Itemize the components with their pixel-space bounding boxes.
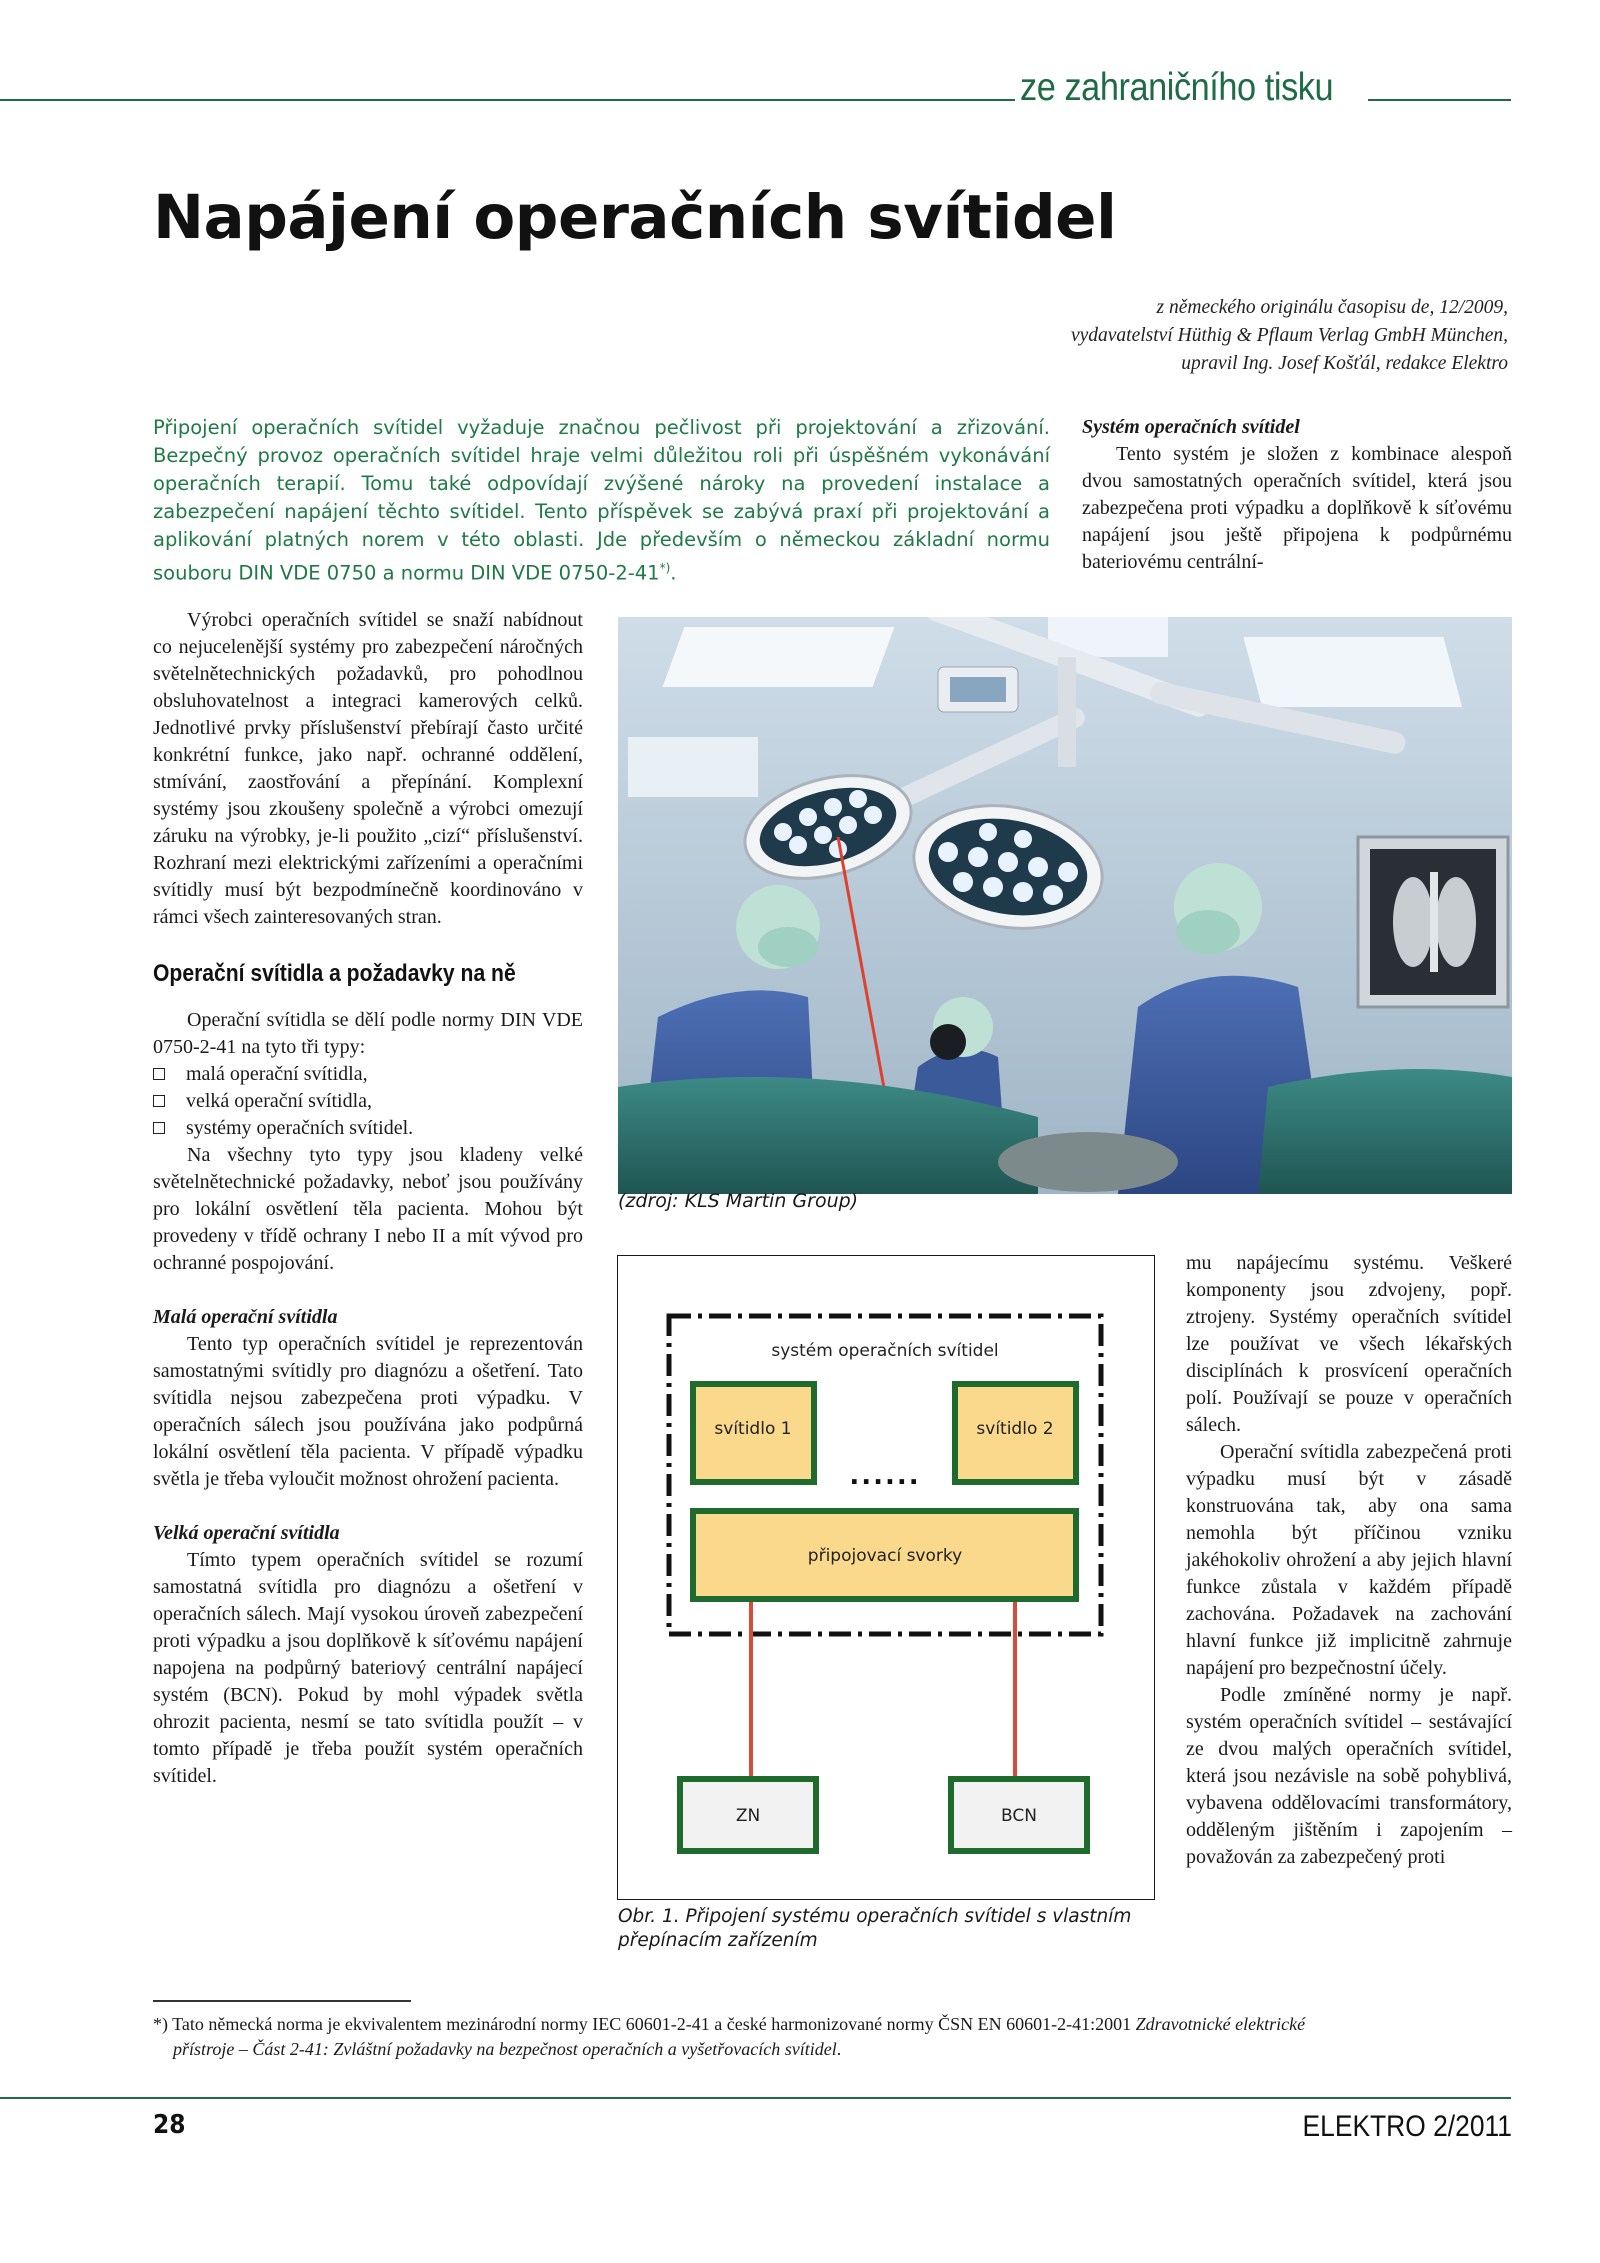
lead-text: Připojení operačních svítidel vyžaduje značnou pečlivost při projektování a zřizování. Bezpečný provoz operačních svítidel hraje velmi důležitou roli při úspěšném vykonávání operačních terapií. Tomu také odpovídají zvýšené nároky na provedení instalace a zabezpečení napájení těchto svítidel. Tento příspěvek se zabývá praxí při projektování a aplikování platných norem v této oblasti. Jde především o německou základní normu souboru DIN VDE 0750 a normu DIN VDE 0750-2-41 xyxy=(153,416,1050,585)
paragraph-small: Tento typ operačních svítidel je reprezentován samostatnými svítidly pro diagnózu a ošetření. Tato svítidla nejsou zabezpečena proti výpadku. V operačních sálech jsou používána jako podpůrná lokální osvětlení těla pacienta. V případě výpadku světla je třeba vyloučit možnost ohrožení pacienta. xyxy=(153,1333,583,1490)
subheading-small: Malá operační svítidla xyxy=(153,1306,338,1328)
block-diagram-svg xyxy=(618,1256,1153,1898)
system-label: systém operačních svítidel xyxy=(771,1341,999,1361)
bcn-label: BCN xyxy=(1001,1806,1037,1826)
section-title: ze zahraničního tisku xyxy=(1020,66,1334,109)
checkbox-square-icon xyxy=(153,1068,165,1080)
paragraph: Tento systém je složen z kombinace alespoň dvou samostatných operačních svítidel, která jsou zabezpečena proti výpadku a doplňkově k síťovému napájení jsou ještě připojena k podpůrnému bateriovému centrální- xyxy=(1082,443,1512,573)
list-item: malá operační svítidla, xyxy=(153,1061,583,1088)
checkbox-square-icon xyxy=(153,1095,165,1107)
source-line: z německého originálu časopisu de, 12/2009, xyxy=(1156,297,1508,318)
left-column xyxy=(153,607,583,1790)
journal-issue: ELEKTRO 2/2011 xyxy=(1302,2110,1512,2143)
header-rule-left xyxy=(0,99,1015,101)
xray-monitor xyxy=(1358,837,1508,1007)
footnote-rule xyxy=(153,2000,411,2002)
lamp-2-label: svítidlo 2 xyxy=(976,1419,1054,1439)
list-item: velká operační svítidla, xyxy=(153,1088,583,1115)
section-heading: Operační svítidla a požadavky na ně xyxy=(153,960,516,987)
photo-caption: (zdroj: KLS Martin Group) xyxy=(618,1190,859,1212)
list-item: systémy operačních svítidel. xyxy=(153,1115,583,1142)
source-line: vydavatelství Hüthig & Pflaum Verlag GmbH München, xyxy=(1070,325,1508,346)
lead-paragraph xyxy=(153,414,1050,588)
lead-end: . xyxy=(670,561,677,585)
right-column-top xyxy=(1082,414,1512,576)
types-list xyxy=(153,1061,583,1142)
block-diagram xyxy=(617,1255,1155,1900)
source-line: upravil Ing. Josef Košťál, redakce Elektro xyxy=(1181,353,1508,374)
footnote-title-1: Zdravotnické elektrické xyxy=(1135,2014,1306,2034)
paragraph-types-intro: Operační svítidla se dělí podle normy DIN VDE 0750-2-41 na tyto tři typy: xyxy=(153,1009,583,1058)
paragraph: mu napájecímu systému. Veškeré komponenty jsou zdvojeny, popř. ztrojeny. Systémy operačních svítidel lze používat ve všech lékařských disciplínách k prosvícení operačních polí. Používají se pouze v operačních sálech. xyxy=(1186,1252,1512,1436)
paragraph: Operační svítidla zabezpečená proti výpadku musí být v zásadě konstruována tak, aby ona sama nemohla být příčinou vzniku jakéhokoliv ohrožení a aby jejich hlavní funkce zůstala v každém případě zachována. Požadavek na zachování hlavní funkce již implicitně zahrnuje napájení pro bezpečnostní účely. xyxy=(1186,1441,1512,1679)
operating-room-photo xyxy=(618,617,1512,1194)
lamp-1-label: svítidlo 1 xyxy=(714,1419,792,1439)
subheading-system: Systém operačních svítidel xyxy=(1082,416,1300,438)
right-column-bottom xyxy=(1186,1250,1512,1871)
paragraph-intro: Výrobci operačních svítidel se snaží nabídnout co nejucelenější systémy pro zabezpečení náročných světelnětechnických požadavků, pro pohodlnou obsluhovatelnost a integraci kamerových celků. Jednotlivé prvky příslušenství přebírají často určité konkrétní funkce, jako např. ochranné oddělení, stmívání, zaostřování a přepínání. Komplexní systémy jsou zkoušeny společně a výrobci omezují záruku na výrobky, je-li použito „cizí“ příslušenství. Rozhraní mezi elektrickými zařízeními a operačními svítidly musí být bezpodmínečně koordinováno v rámci všech zainteresovaných stran. xyxy=(153,609,583,928)
operating-room-illustration xyxy=(618,617,1512,1194)
checkbox-square-icon xyxy=(153,1122,165,1134)
figure-caption: Obr. 1. Připojení systému operačních svítidel s vlastním přepínacím zařízením xyxy=(618,1906,1132,1951)
paragraph-large: Tímto typem operačních svítidel se rozumí samostatná svítidla pro diagnózu a ošetření v operačních sálech. Mají vysokou úroveň zabezpečení proti výpadku a jsou doplňkově k síťovému napájení napojena na podpůrný bateriový centrální napájecí systém (BCN). Pokud by mohl výpadek světla ohrozit pacienta, nesmí se tato svítidla použít – v tomto případě je třeba použít systém operačních svítidel. xyxy=(153,1549,583,1787)
source-note xyxy=(1071,294,1508,378)
page-number: 28 xyxy=(153,2110,186,2140)
terminals-label: připojovací svorky xyxy=(807,1546,963,1566)
footnote-title-2: přístroje – Část 2-41: Zvláštní požadavky na bezpečnost operačních a vyšetřovacích svítidel xyxy=(173,2039,837,2059)
zn-label: ZN xyxy=(735,1806,761,1826)
header-rule-right xyxy=(1368,99,1511,101)
subheading-large: Velká operační svítidla xyxy=(153,1522,340,1544)
ellipsis-label: ...... xyxy=(849,1461,921,1491)
footer-rule xyxy=(0,2097,1511,2099)
footnote xyxy=(153,2012,1512,2062)
footnote-mark: *) xyxy=(659,561,671,575)
footnote-text: *) Tato německá norma je ekvivalentem mezinárodní normy IEC 60601-2-41 a české harmonizované normy ČSN EN 60601-2-41:2001 xyxy=(153,2014,1132,2034)
footnote-end: . xyxy=(836,2039,842,2059)
paragraph: Podle zmíněné normy je např. systém operačních svítidel – sestávající ze dvou malých operačních svítidel, která jsou nezávisle na sobě pohyblivá, vybavena oddělovacími transformátory, odděleným jištěním i zapojením – považován za zabezpečený proti xyxy=(1186,1684,1512,1868)
article-title: Napájení operačních svítidel xyxy=(153,182,1117,253)
paragraph-requirements: Na všechny tyto typy jsou kladeny velké světelnětechnické požadavky, neboť jsou používány pro lokální osvětlení těla pacienta. Mohou být provedeny v třídě ochrany I nebo II a mít vývod pro ochranné pospojování. xyxy=(153,1144,583,1274)
